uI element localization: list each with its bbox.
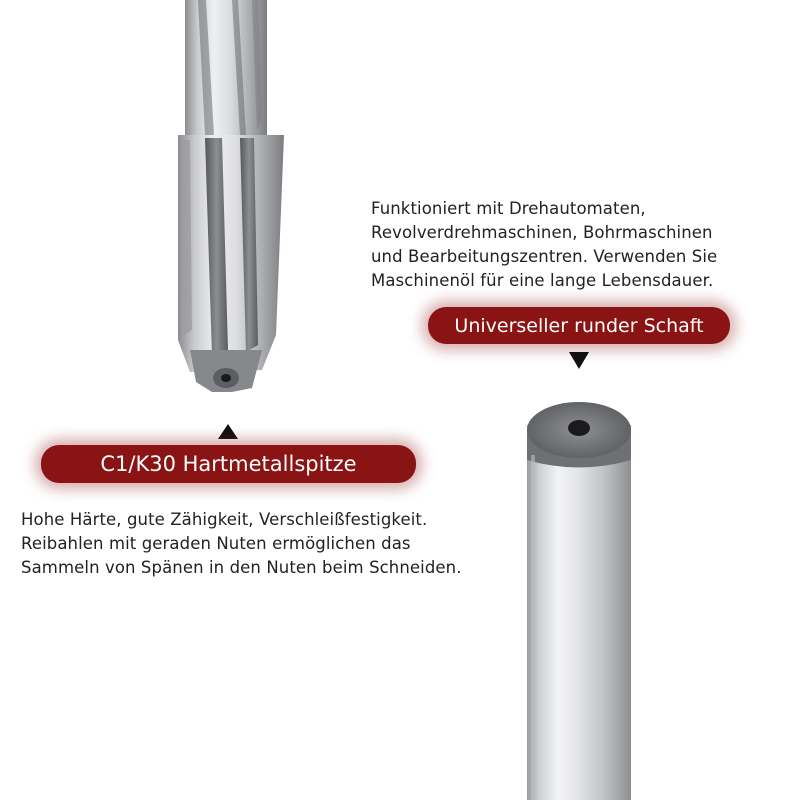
tip-description: Hohe Härte, gute Zähigkeit, Verschleißfestigkeit. Reibahlen mit geraden Nuten ermöglichen das Sammeln von Spänen in den Nuten beim Schneiden. (21, 510, 462, 577)
tip-label-pill (41, 445, 416, 483)
triangle-up-icon (218, 424, 238, 439)
shaft-label-pill (428, 307, 730, 344)
shaft-description: Funktioniert mit Drehautomaten, Revolverdrehmaschinen, Bohrmaschinen und Bearbeitungszentren. Verwenden Sie Maschinenöl für eine lange Lebensdauer. (371, 199, 718, 290)
shaft-label-text: Universeller runder Schaft (454, 314, 704, 337)
tip-label-text: C1/K30 Hartmetallspitze (100, 452, 357, 476)
round-shank-image (527, 402, 631, 800)
reamer-tip-image (178, 0, 284, 392)
triangle-down-icon (569, 352, 589, 369)
